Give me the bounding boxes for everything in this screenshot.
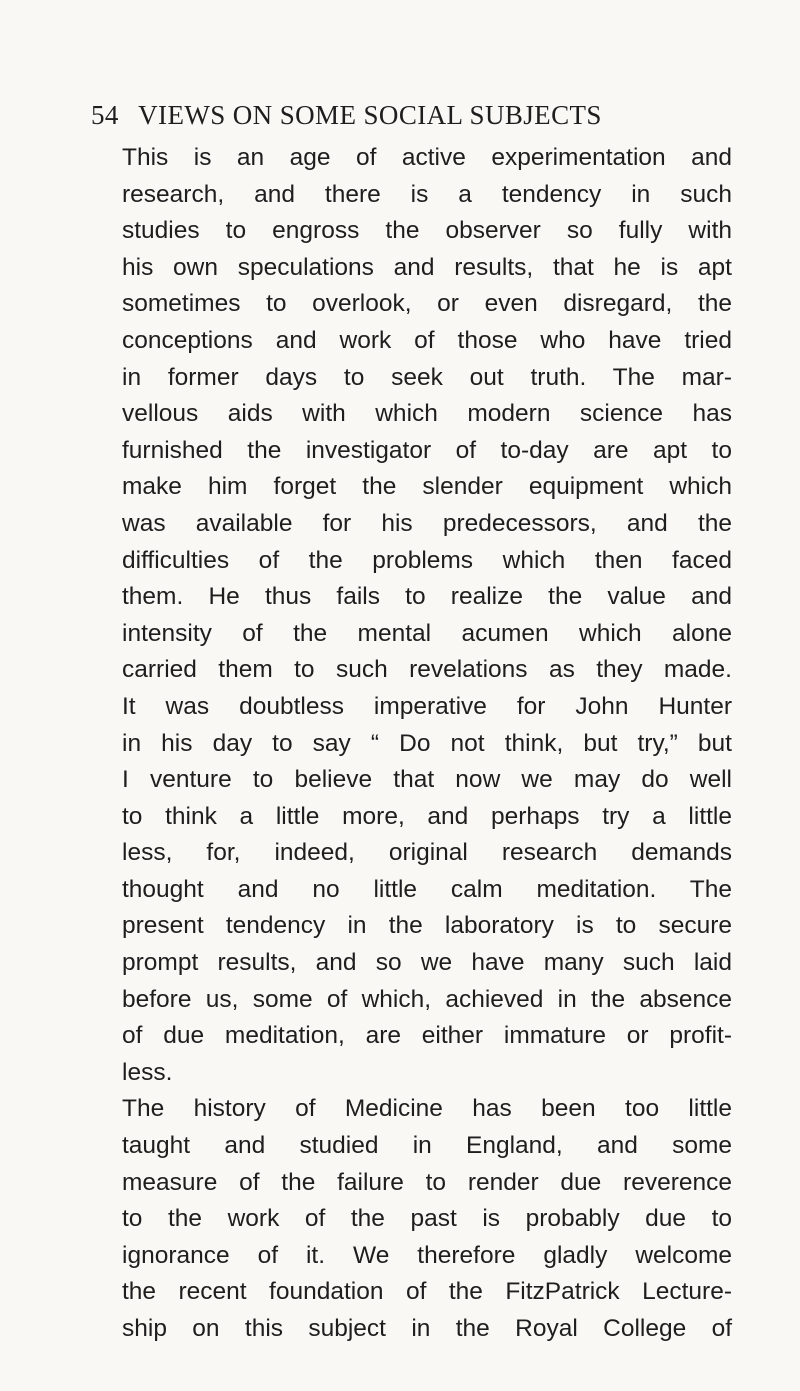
body-text <box>122 140 732 1348</box>
text-line: carried them to such revelations as they made. <box>122 656 732 684</box>
text-line: less, for, indeed, original research demands <box>122 839 732 867</box>
paragraph-start-line: The history of Medicine has been too little <box>122 1095 732 1123</box>
text-line: to the work of the past is probably due to <box>122 1205 732 1233</box>
text-line: in former days to seek out truth. The mar- <box>122 363 732 391</box>
text-line: measure of the failure to render due reverence <box>122 1168 732 1196</box>
text-line: vellous aids with which modern science has <box>122 400 732 428</box>
running-title: VIEWS ON SOME SOCIAL SUBJECTS <box>138 100 602 130</box>
text-line: ship on this subject in the Royal College of <box>122 1315 732 1342</box>
text-line: sometimes to overlook, or even disregard, the <box>122 290 732 318</box>
text-line: studies to engross the observer so fully with <box>122 217 732 245</box>
text-line: conceptions and work of those who have tried <box>122 326 732 354</box>
paragraph-start-line: It was doubtless imperative for John Hunter <box>122 692 732 720</box>
text-line: taught and studied in England, and some <box>122 1132 732 1160</box>
text-line: difficulties of the problems which then faced <box>122 546 732 574</box>
text-line: of due meditation, are either immature or profit- <box>122 1022 732 1050</box>
text-line: in his day to say “ Do not think, but try,” but <box>122 729 732 757</box>
text-line: to think a little more, and perhaps try a little <box>122 802 732 830</box>
text-line: before us, some of which, achieved in the absence <box>122 985 732 1013</box>
running-head <box>91 100 731 130</box>
text-line: I venture to believe that now we may do well <box>122 766 732 794</box>
text-line: them. He thus fails to realize the value and <box>122 583 732 611</box>
text-line: make him forget the slender equipment which <box>122 473 732 501</box>
text-line: prompt results, and so we have many such laid <box>122 949 732 977</box>
text-line: his own speculations and results, that he is apt <box>122 253 732 281</box>
text-line: intensity of the mental acumen which alone <box>122 619 732 647</box>
text-line: the recent foundation of the FitzPatrick Lecture- <box>122 1278 732 1306</box>
text-line: present tendency in the laboratory is to secure <box>122 912 732 940</box>
text-line: ignorance of it. We therefore gladly welcome <box>122 1241 732 1269</box>
text-line: thought and no little calm meditation. The <box>122 875 732 903</box>
text-line: This is an age of active experimentation and <box>122 144 732 171</box>
text-line: research, and there is a tendency in such <box>122 180 732 208</box>
text-line: furnished the investigator of to-day are apt to <box>122 436 732 464</box>
text-line: was available for his predecessors, and the <box>122 509 732 537</box>
page-number: 54 <box>91 100 119 130</box>
text-line: less. <box>122 1058 173 1086</box>
